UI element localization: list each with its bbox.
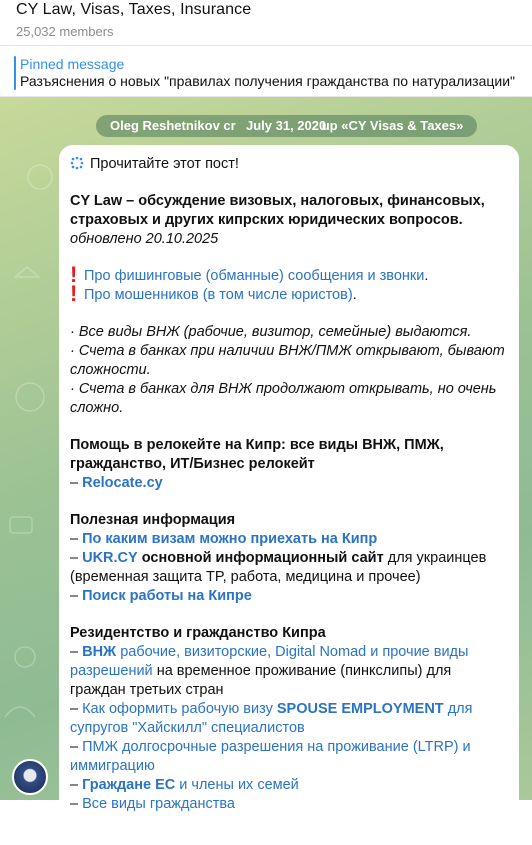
dash: –: [70, 644, 79, 660]
fraud-link[interactable]: Про мошенников (в том числе юристов): [84, 287, 353, 303]
dash: –: [70, 796, 79, 812]
jobs-line: [70, 587, 507, 606]
pmzh-line: [70, 738, 507, 757]
fraud-line: [70, 281, 507, 306]
useful-heading: Полезная информация: [70, 512, 236, 528]
visas-link[interactable]: По каким визам можно приехать на Кипр: [82, 531, 378, 547]
spouse-link-c[interactable]: для: [447, 701, 473, 717]
eu-tail[interactable]: и члены их семей: [179, 777, 299, 793]
cylaw-bold-2: страховых и других кипрских юридических вопросов.: [70, 212, 463, 228]
cylaw-bold-1: CY Law – обсуждение визовых, налоговых, финансовых,: [70, 193, 485, 209]
pinned-label: Pinned message: [20, 56, 125, 72]
visas-line: [70, 530, 507, 549]
dash: –: [70, 701, 79, 717]
spouse-link-b[interactable]: SPOUSE EMPLOYMENT: [276, 701, 444, 717]
ukr-line-2: (временная защита TP, работа, медицина и прочее): [70, 569, 421, 585]
service-message: [96, 115, 477, 137]
ukr-bold-text: основной информационный сайт: [141, 550, 384, 566]
service-rest: up «CY Visas & Taxes»: [321, 118, 464, 133]
citizen-line: [70, 795, 507, 814]
vnzh-line: [70, 643, 507, 662]
dash: –: [70, 475, 79, 491]
dash: –: [70, 588, 79, 604]
phishing-tail: .: [424, 268, 429, 284]
fraud-tail: .: [352, 287, 357, 303]
note-3b: сложно.: [70, 400, 124, 416]
eu-link[interactable]: Граждане ЕС: [82, 777, 176, 793]
blue-dots-icon: [70, 156, 84, 170]
dash: –: [70, 739, 79, 755]
vnzh-link-2[interactable]: разрешений: [70, 663, 153, 679]
residency-heading: Резидентство и гражданство Кипра: [70, 625, 326, 641]
message-bubble[interactable]: [59, 145, 519, 845]
citizen-link[interactable]: Все виды гражданства: [82, 796, 235, 812]
intro-line: [70, 155, 507, 174]
note-3a: · Счета в банках для ВНЖ продолжают открывать, но очень: [70, 381, 497, 397]
vnzh-line-2: [70, 662, 507, 681]
spouse-line: [70, 700, 507, 719]
dash: –: [70, 777, 79, 793]
eu-line: [70, 776, 507, 795]
exclamation-icon: !: [70, 281, 78, 306]
pinned-accent-bar: [14, 56, 16, 90]
phishing-line: [70, 262, 507, 287]
relocate-heading-2: гражданство, ИТ/Бизнес релокейт: [70, 456, 315, 472]
note-1: · Все виды ВНЖ (рабочие, визитор, семейные) выдаются.: [70, 324, 472, 340]
note-2b: сложности.: [70, 362, 151, 378]
updated-text: обновлено 20.10.2025: [70, 231, 219, 247]
vnzh-line-3: граждан третьих стран: [70, 682, 224, 698]
exclamation-icon: !: [70, 262, 78, 287]
phishing-link[interactable]: Про фишинговые (обманные) сообщения и звонки: [84, 268, 425, 284]
chat-header[interactable]: [0, 0, 532, 46]
chat-title: CY Law, Visas, Taxes, Insurance: [16, 1, 252, 18]
ukr-tail: для украинцев: [387, 550, 487, 566]
spouse-link-a[interactable]: Как оформить рабочую визу: [82, 701, 273, 717]
relocate-line: [70, 474, 507, 493]
relocate-heading-1: Помощь в релокейте на Кипр: все виды ВНЖ, ПМЖ,: [70, 437, 444, 453]
service-creator: Oleg Reshetnikov cr: [110, 118, 236, 133]
ukr-link[interactable]: UKR.CY: [82, 550, 138, 566]
relocate-link[interactable]: Relocate.cy: [82, 475, 163, 491]
dash: –: [70, 550, 79, 566]
vnzh-link[interactable]: ВНЖ: [82, 644, 117, 660]
note-2a: · Счета в банках при наличии ВНЖ/ПМЖ открывают, бывают: [70, 343, 505, 359]
pmzh-line-2[interactable]: иммиграцию: [70, 758, 155, 774]
date-label: July 31, 2020: [246, 118, 327, 133]
dash: –: [70, 531, 79, 547]
pmzh-link[interactable]: ПМЖ долгосрочные разрешения на проживание (LTRP) и: [82, 739, 471, 755]
vnzh-tail: на временное проживание (пинкслипы) для: [156, 663, 452, 679]
member-count: 25,032 members: [16, 24, 114, 39]
intro-text: Прочитайте этот пост!: [90, 156, 239, 172]
ukr-line: [70, 549, 507, 568]
sender-avatar[interactable]: [12, 759, 48, 795]
spouse-line-2[interactable]: супругов "Хайскилл" специалистов: [70, 720, 305, 736]
chat-area[interactable]: [0, 97, 532, 812]
pinned-message-bar[interactable]: [0, 47, 532, 97]
jobs-link[interactable]: Поиск работы на Кипре: [82, 588, 252, 604]
pinned-text: Разъяснения о новых "правилах получения гражданства по натурализации": [20, 73, 515, 89]
vnzh-link-text[interactable]: рабочие, визиторские, Digital Nomad и прочие виды: [120, 644, 469, 660]
